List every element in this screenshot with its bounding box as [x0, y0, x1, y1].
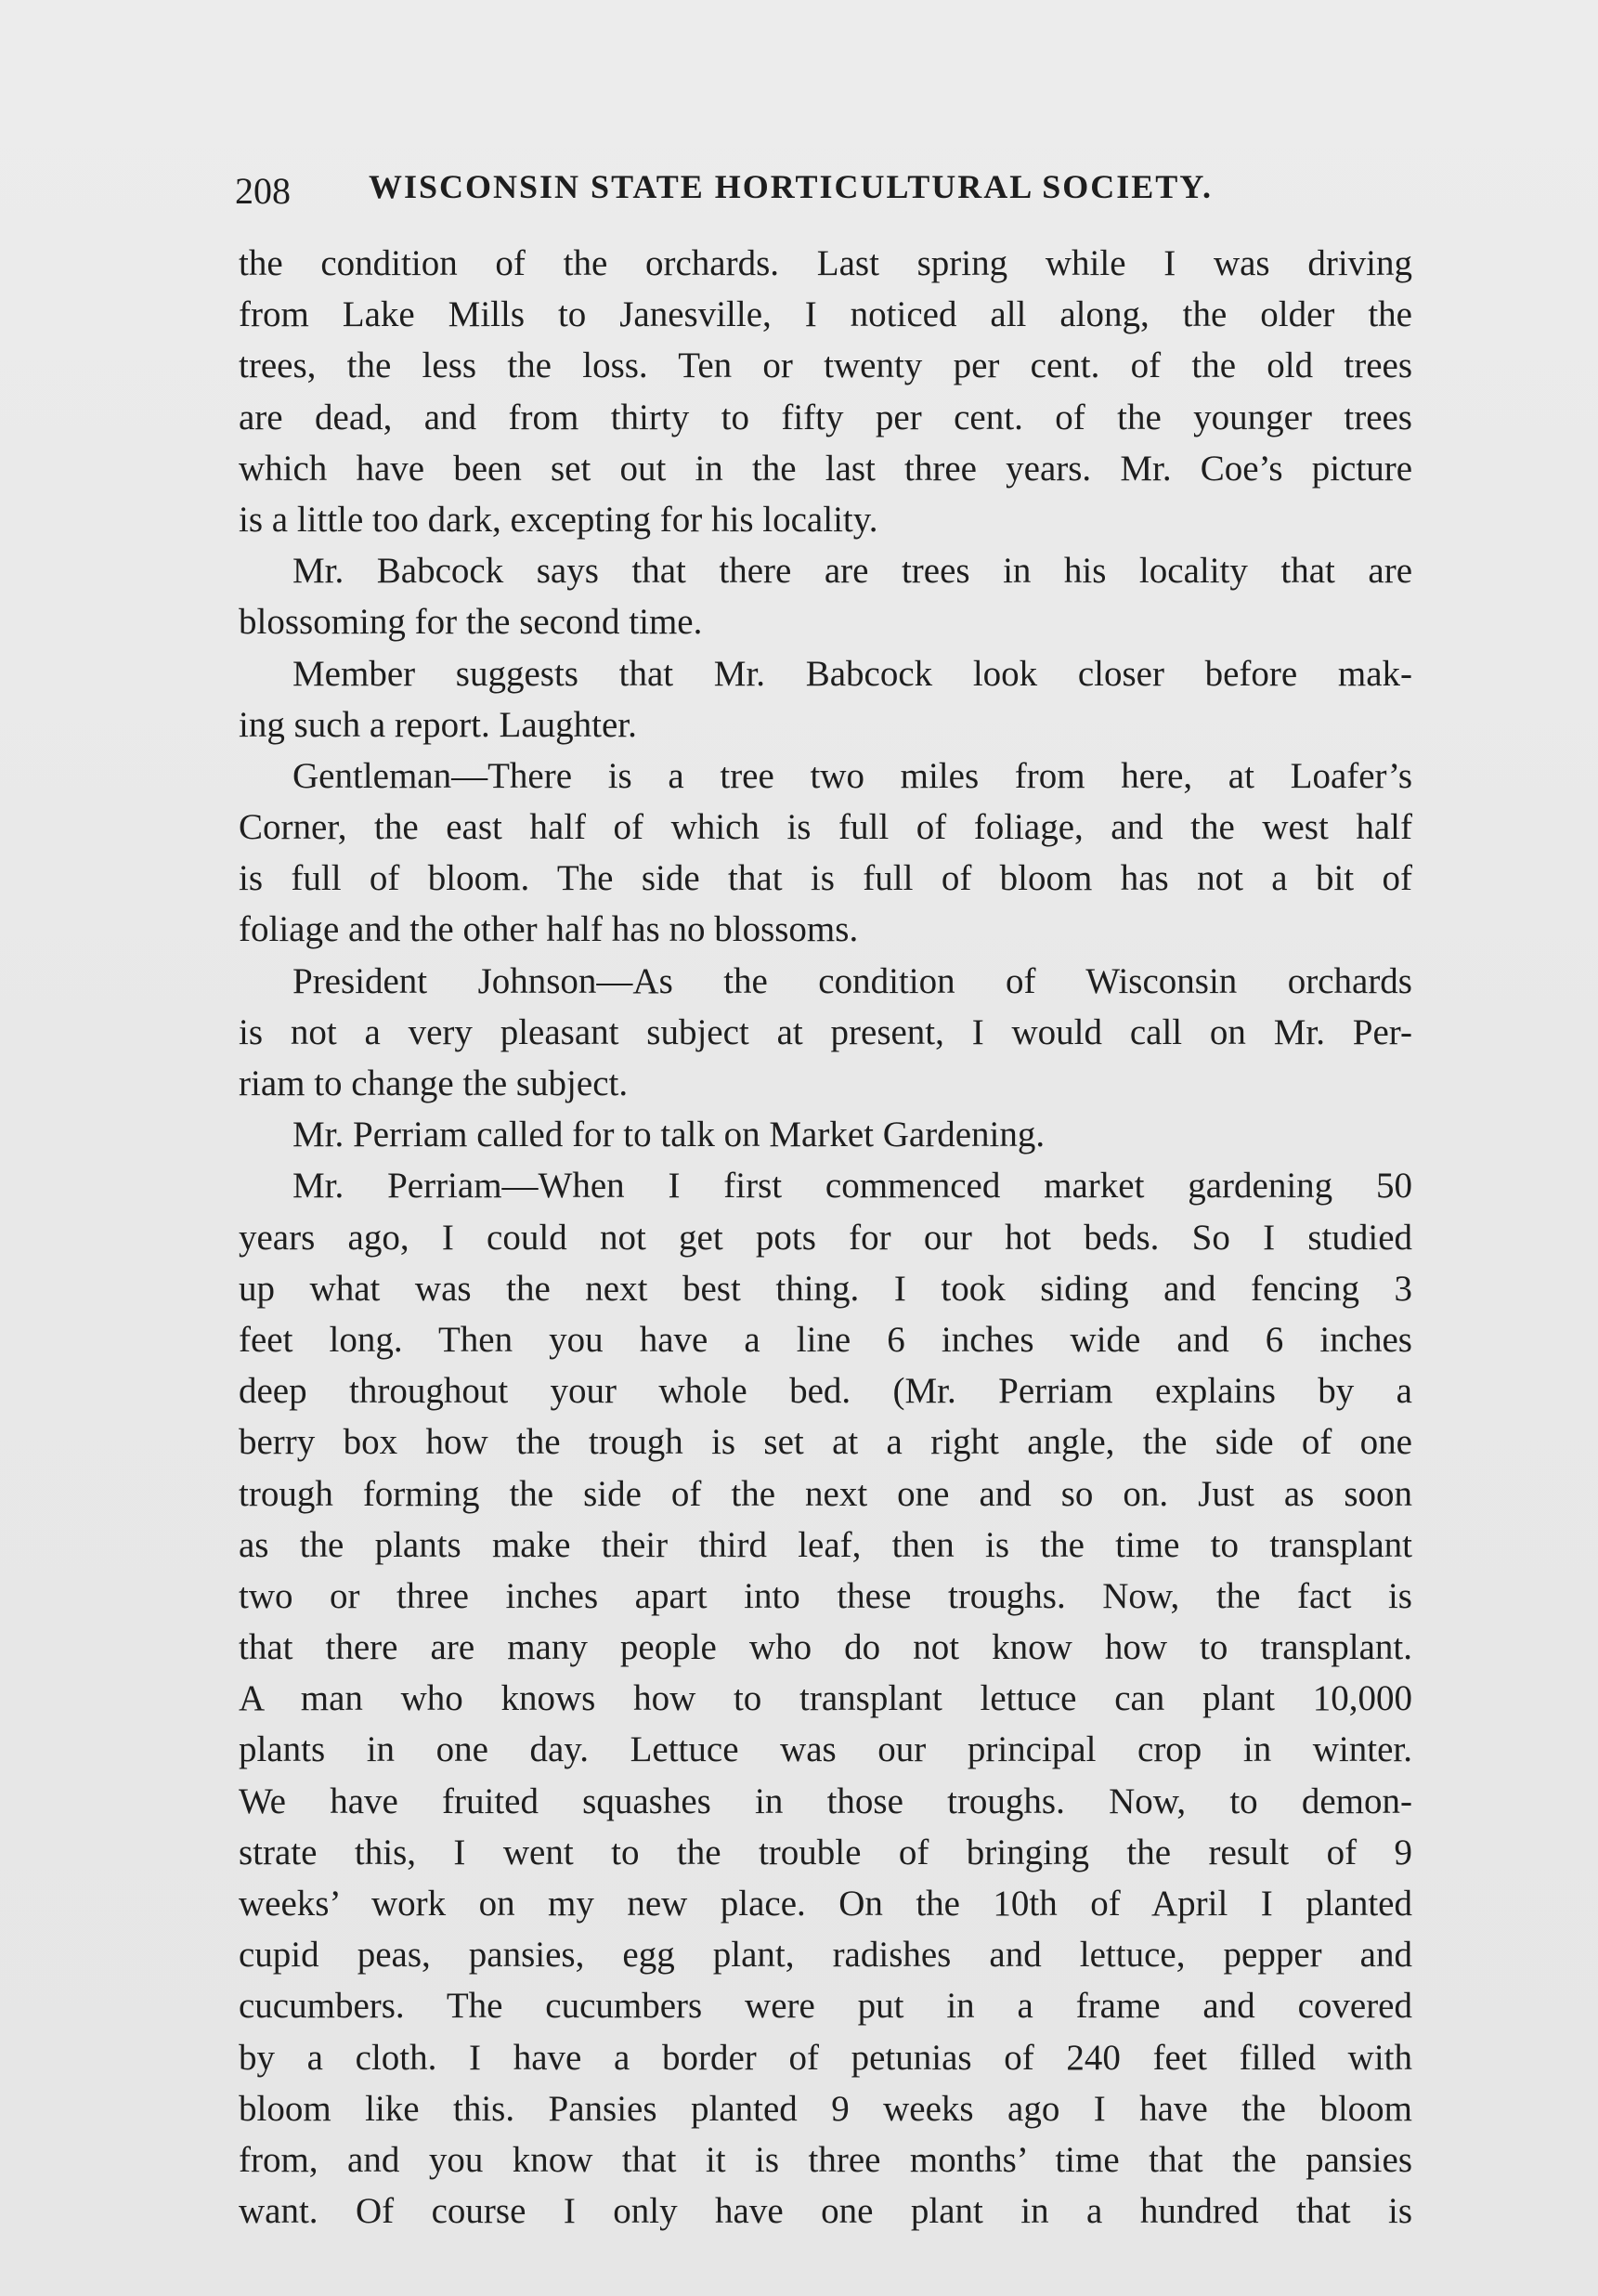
text-line: weeks’ work on my new place. On the 10th of April I planted: [239, 1884, 1412, 1924]
text-line: two or three inches apart into these troughs. Now, the fact is: [239, 1575, 1412, 1616]
text-line: the condition of the orchards. Last spring while I was driving: [239, 243, 1412, 283]
text-line: President Johnson—As the condition of Wisconsin orchards: [292, 960, 1412, 1001]
text-line: cupid peas, pansies, egg plant, radishes and lettuce, pepper and: [239, 1935, 1412, 1976]
text-line: berry box how the trough is set at a right angle, the side of one: [239, 1422, 1412, 1463]
text-line: blossoming for the second time.: [239, 602, 703, 643]
text-line: Mr. Perriam—When I first commenced market gardening 50: [292, 1166, 1412, 1207]
text-line: from Lake Mills to Janesville, I noticed all along, the older the: [239, 294, 1412, 335]
text-line: trough forming the side of the next one and so on. Just as soon: [239, 1473, 1412, 1514]
text-line: plants in one day. Lettuce was our principal crop in winter.: [239, 1729, 1412, 1770]
text-line: A man who knows how to transplant lettuce can plant 10,000: [239, 1678, 1412, 1719]
text-line: is not a very pleasant subject at present, I would call on Mr. Per-: [239, 1011, 1412, 1052]
text-line: years ago, I could not get pots for our hot beds. So I studied: [239, 1217, 1412, 1258]
text-line: cucumbers. The cucumbers were put in a frame and covered: [239, 1986, 1412, 2027]
text-line: are dead, and from thirty to fifty per cent. of the younger trees: [239, 397, 1412, 437]
text-line: by a cloth. I have a border of petunias of 240 feet filled with: [239, 2037, 1412, 2078]
text-line: is full of bloom. The side that is full of bloom has not a bit of: [239, 858, 1412, 899]
text-line: Corner, the east half of which is full of foliage, and the west half: [239, 807, 1412, 848]
text-line: Mr. Babcock says that there are trees in his locality that are: [292, 551, 1412, 592]
text-line: is a little too dark, excepting for his locality.: [239, 499, 878, 540]
text-line: want. Of course I only have one plant in a hundred that is: [239, 2191, 1412, 2232]
text-line: ing such a report. Laughter.: [239, 704, 637, 745]
body-text: [239, 238, 1412, 2237]
text-line: which have been set out in the last three years. Mr. Coe’s picture: [239, 448, 1412, 489]
text-line: riam to change the subject.: [239, 1063, 629, 1103]
text-line: Gentleman—There is a tree two miles from here, at Loafer’s: [292, 755, 1412, 796]
text-line: feet long. Then you have a line 6 inches wide and 6 inches: [239, 1319, 1412, 1360]
text-line: from, and you know that it is three months’ time that the pansies: [239, 2139, 1412, 2180]
text-line: foliage and the other half has no blossoms.: [239, 909, 859, 950]
page-header: [235, 160, 1284, 215]
text-line: We have fruited squashes in those troughs. Now, to demon-: [239, 1781, 1412, 1821]
text-line: as the plants make their third leaf, then is the time to transplant: [239, 1524, 1412, 1565]
text-line: up what was the next best thing. I took siding and fencing 3: [239, 1268, 1412, 1309]
text-line: deep throughout your whole bed. (Mr. Perriam explains by a: [239, 1371, 1412, 1412]
running-head: WISCONSIN STATE HORTICULTURAL SOCIETY.: [369, 168, 1214, 205]
text-line: Mr. Perriam called for to talk on Market Gardening.: [292, 1115, 1046, 1155]
text-line: strate this, I went to the trouble of bringing the result of 9: [239, 1832, 1412, 1872]
text-line: that there are many people who do not know how to transplant.: [239, 1627, 1412, 1668]
text-line: bloom like this. Pansies planted 9 weeks ago I have the bloom: [239, 2088, 1412, 2129]
text-line: Member suggests that Mr. Babcock look closer before mak-: [292, 653, 1412, 694]
page-number: 208: [235, 170, 291, 212]
text-line: trees, the less the loss. Ten or twenty per cent. of the old trees: [239, 346, 1412, 386]
